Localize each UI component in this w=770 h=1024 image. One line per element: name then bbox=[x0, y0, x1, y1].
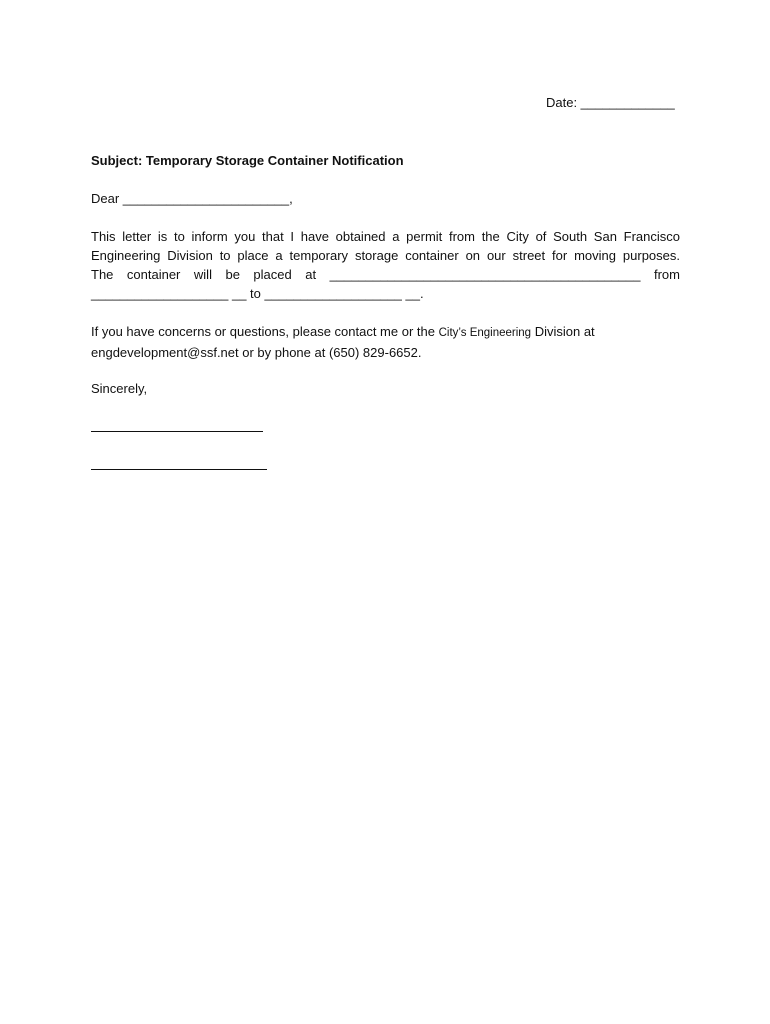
date-line: Date: _____________ bbox=[546, 95, 675, 110]
closing-line: Sincerely, bbox=[91, 381, 148, 396]
permit-paragraph-line-4: ___________________ __ to ___________________ __. bbox=[91, 286, 424, 301]
permit-paragraph-line-3: The container will be placed at ___________________________________________ from bbox=[91, 267, 680, 282]
permit-paragraph bbox=[91, 227, 680, 303]
subject-line: Subject: Temporary Storage Container Notification bbox=[91, 153, 404, 168]
permit-paragraph-line-1: This letter is to inform you that I have obtained a permit from the City of South San Francisco bbox=[91, 229, 680, 244]
contact-line-division: City’s Engineering bbox=[438, 327, 532, 339]
contact-line-end: Division at bbox=[531, 324, 595, 339]
printed-name-line bbox=[91, 469, 267, 470]
contact-line-start: If you have concerns or questions, please contact me or the bbox=[91, 324, 439, 339]
contact-paragraph-line-2: engdevelopment@ssf.net or by phone at (650) 829-6652. bbox=[91, 345, 422, 360]
permit-paragraph-line-2: Engineering Division to place a temporary storage container on our street for moving purposes. bbox=[91, 248, 680, 263]
salutation-line: Dear _______________________, bbox=[91, 191, 293, 206]
signature-line bbox=[91, 431, 263, 432]
contact-paragraph-line-1 bbox=[91, 322, 595, 343]
contact-paragraph bbox=[91, 322, 595, 362]
